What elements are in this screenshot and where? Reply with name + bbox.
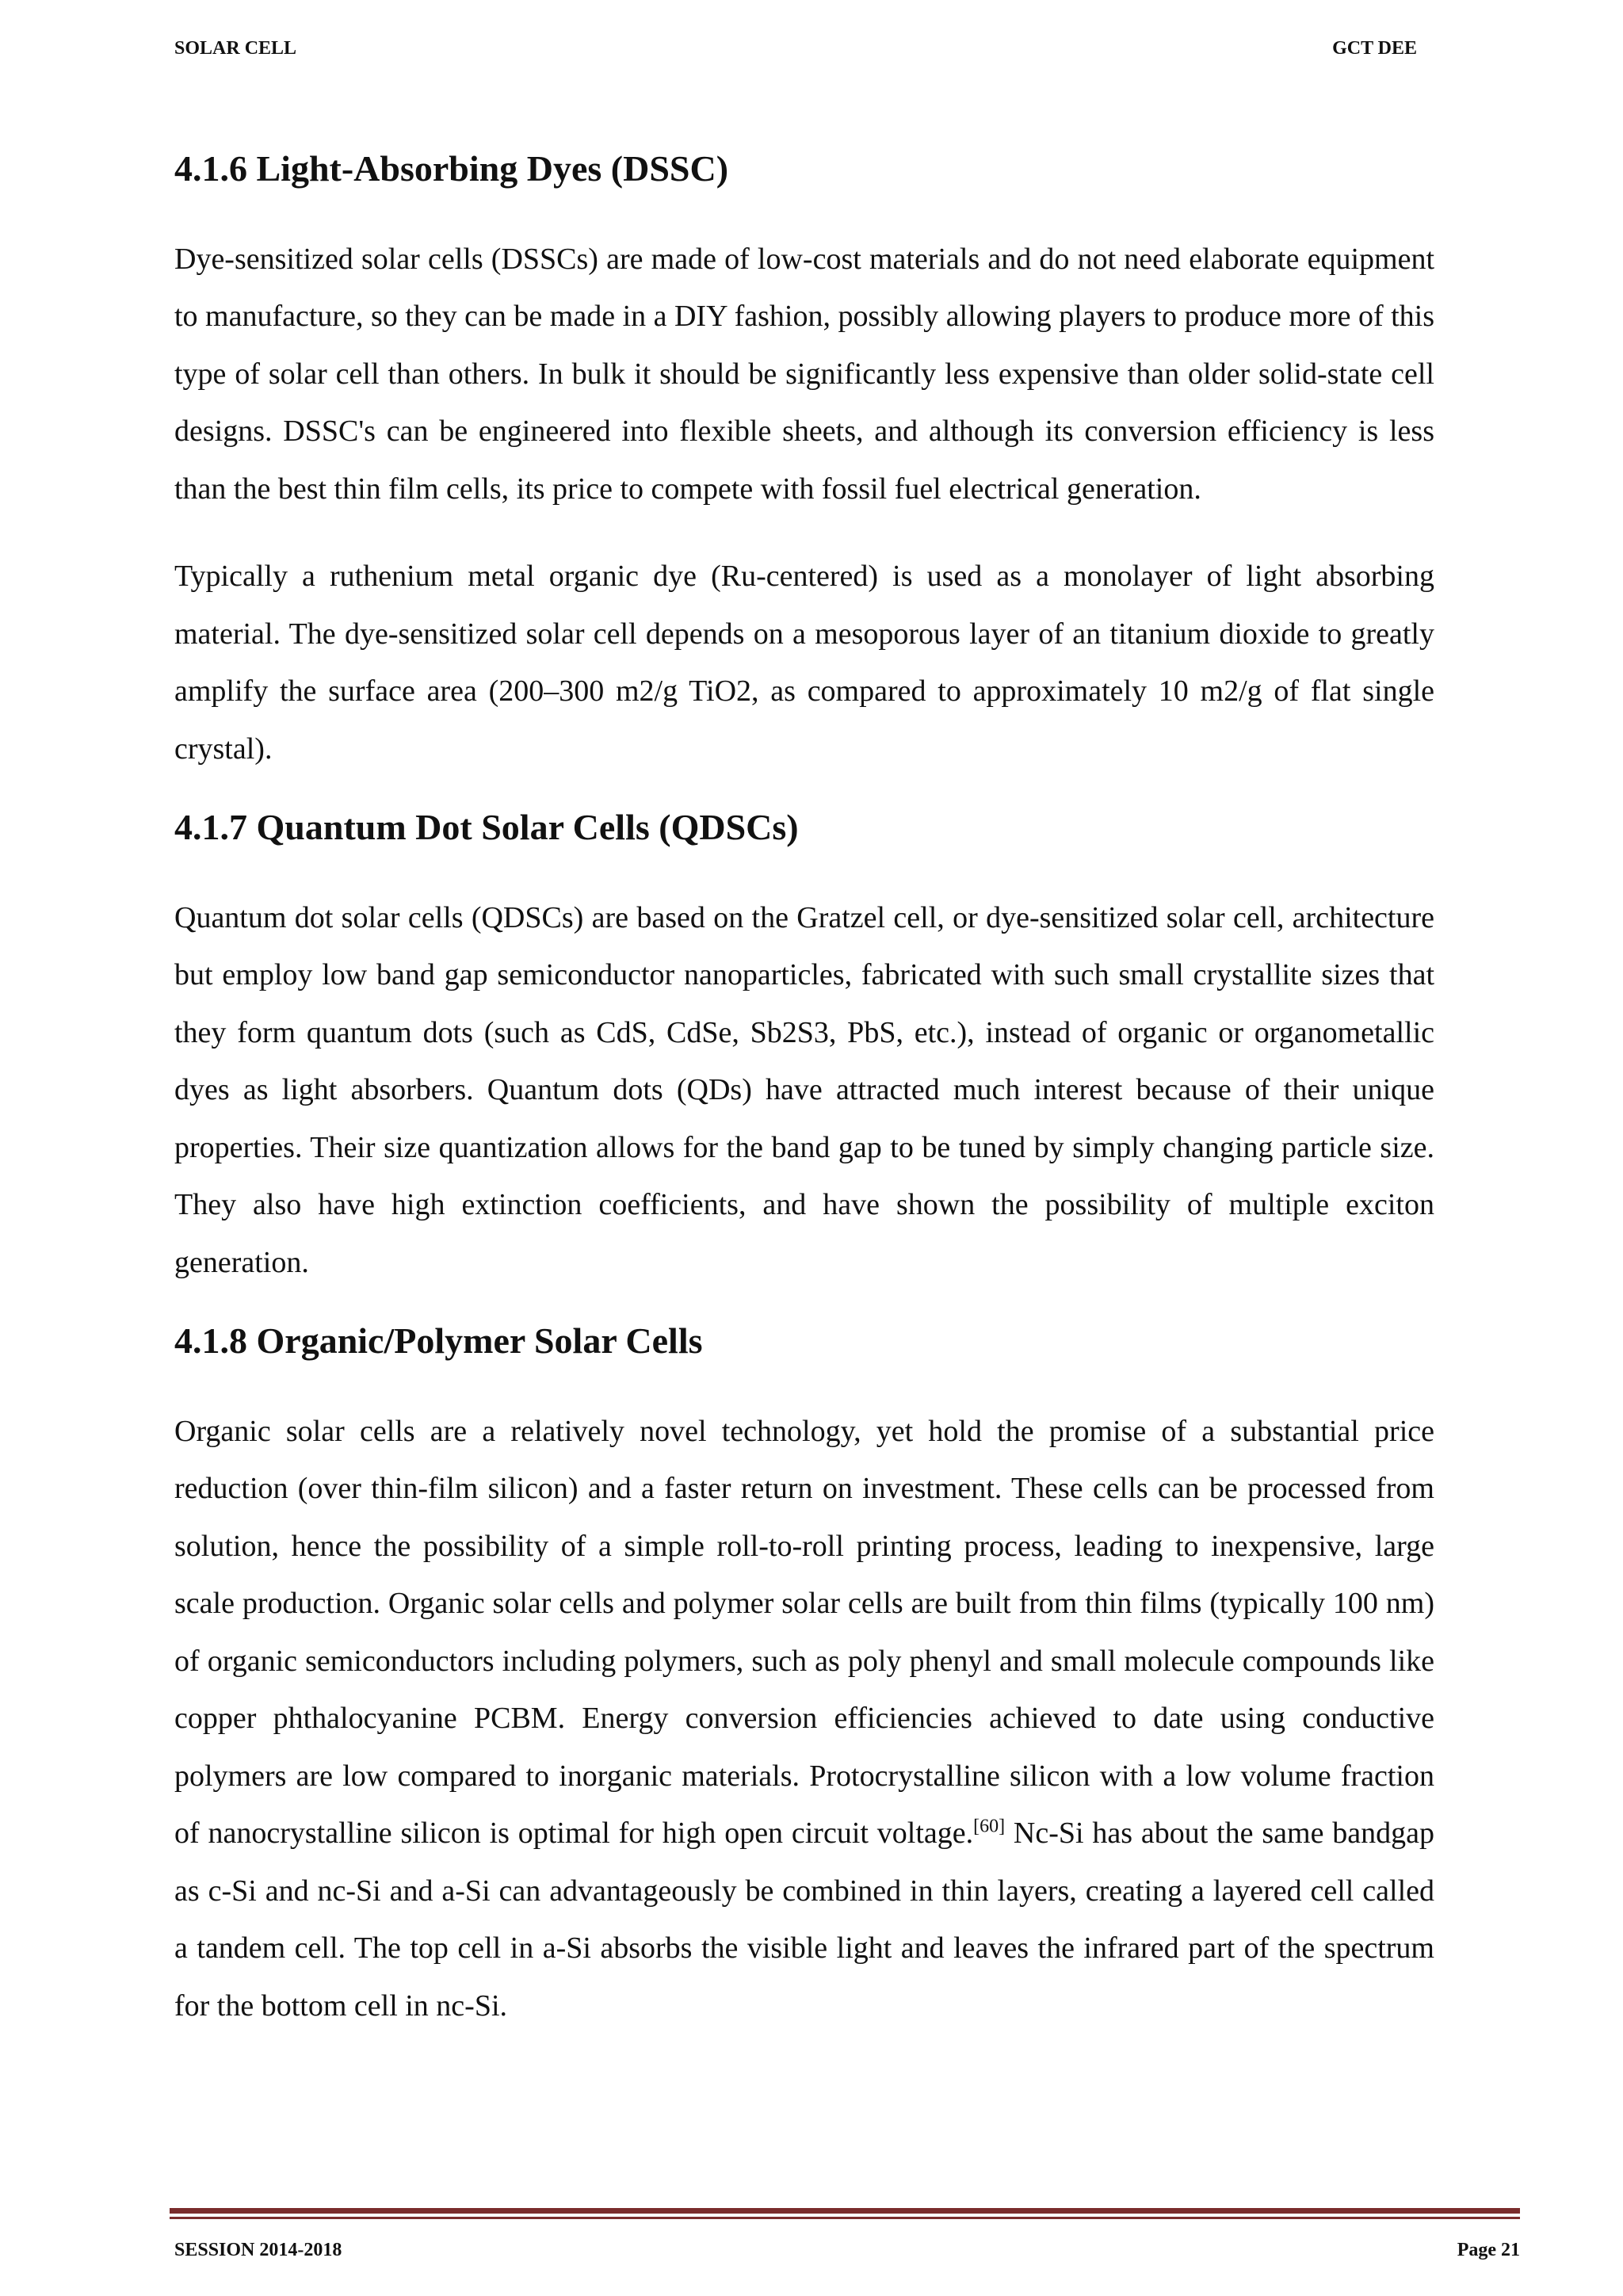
- paragraph: Dye-sensitized solar cells (DSSCs) are made of low-cost materials and do not need elaborate equipment to manufacture, so they can be made in a DIY fashion, possibly allowing players to produce more of this type of solar cell than others. In bulk it should be significantly less expensive than older solid-state cell designs. DSSC's can be engineered into flexible sheets, and although its conversion efficiency is less than the best thin film cells, its price to compete with fossil fuel electrical generation.: [174, 242, 1434, 506]
- header-title: SOLAR CELL: [174, 38, 297, 59]
- section-qdsc: [174, 808, 1434, 1291]
- citation-ref: [60]: [973, 1816, 1006, 1837]
- paragraph-text: Nc-Si has about the same bandgap as c-Si and nc-Si and a-Si can advantageously be combined in thin layers, creating a layered cell called a tandem cell. The top cell in a-Si absorbs the visible light and leaves the infrared part of the spectrum for the bottom cell in nc-Si.: [174, 1817, 1434, 2023]
- paragraph: Quantum dot solar cells (QDSCs) are based on the Gratzel cell, or dye-sensitized solar cell, architecture but employ low band gap semiconductor nanoparticles, fabricated with such small crystallite sizes that they form quantum dots (such as CdS, CdSe, Sb2S3, PbS, etc.), instead of organic or organometallic dyes as light absorbers. Quantum dots (QDs) have attracted much interest because of their unique properties. Their size quantization allows for the band gap to be tuned by simply changing particle size. They also have high extinction coefficients, and have shown the possibility of multiple exciton generation.: [174, 900, 1434, 1279]
- page-header: [174, 38, 1417, 70]
- paragraph-text: Organic solar cells are a relatively novel technology, yet hold the promise of a substantial price reduction (over thin-film silicon) and a faster return on investment. These cells can be processed from solution, hence the possibility of a simple roll-to-roll printing process, leading to inexpensive, large scale production. Organic solar cells and polymer solar cells are built from thin films (typically 100 nm) of organic semiconductors including polymers, such as poly phenyl and small molecule compounds like copper phthalocyanine PCBM. Energy conversion efficiencies achieved to date using conductive polymers are low compared to inorganic materials. Protocrystalline silicon with a low volume fraction of nanocrystalline silicon is optimal for high open circuit voltage.: [174, 1414, 1434, 1851]
- footer-divider-thick: [170, 2208, 1520, 2214]
- section-heading: 4.1.6 Light-Absorbing Dyes (DSSC): [174, 148, 729, 189]
- footer-divider-thin: [170, 2217, 1520, 2219]
- page-content: [174, 149, 1434, 2065]
- header-department: GCT DEE: [1332, 38, 1417, 59]
- section-dssc: [174, 149, 1434, 777]
- section-heading: 4.1.8 Organic/Polymer Solar Cells: [174, 1320, 703, 1362]
- section-organic: [174, 1321, 1434, 2034]
- paragraph: [174, 1403, 1434, 2035]
- footer-session: SESSION 2014-2018: [174, 2240, 342, 2260]
- section-heading: 4.1.7 Quantum Dot Solar Cells (QDSCs): [174, 807, 799, 848]
- paragraph: Typically a ruthenium metal organic dye (Ru-centered) is used as a monolayer of light absorbing material. The dye-sensitized solar cell depends on a mesoporous layer of an titanium dioxide to greatly amplify the surface area (200–300 m2/g TiO2, as compared to approximately 10 m2/g of flat single crystal).: [174, 560, 1434, 766]
- page-number: Page 21: [1457, 2240, 1520, 2260]
